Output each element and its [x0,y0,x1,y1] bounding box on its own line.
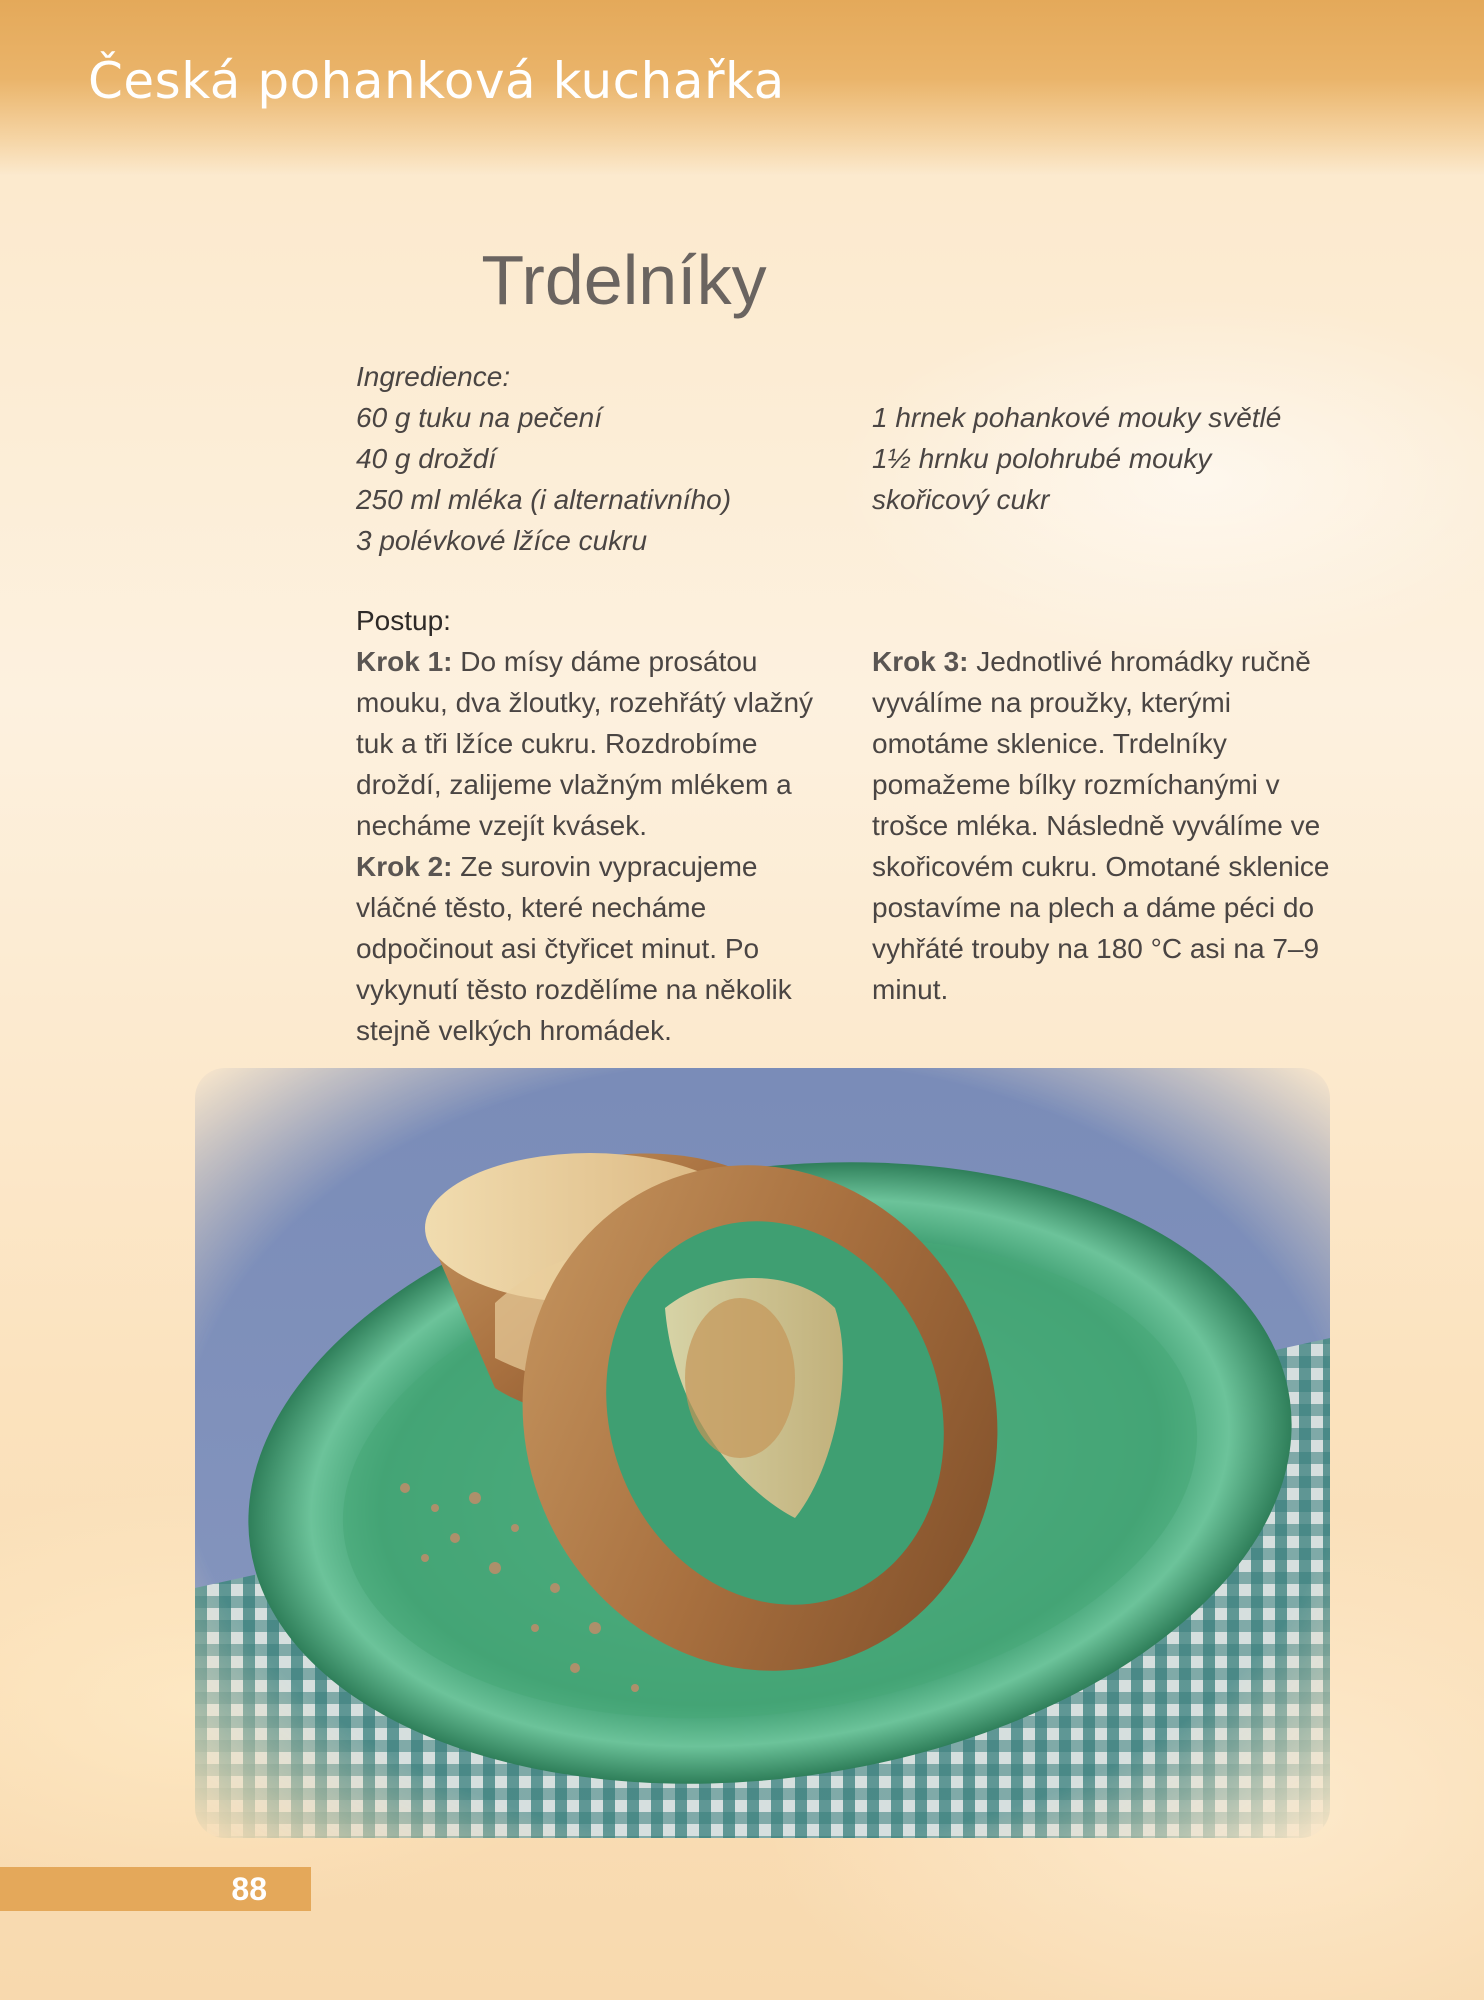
step-2 [356,846,836,1051]
ingredient-item: 40 g droždí [356,443,497,474]
ingredient-item: 250 ml mléka (i alternativního) [356,484,732,515]
ingredient-item: 1 hrnek pohankové mouky světlé [872,402,1282,433]
ingredients-column-1 [356,397,731,561]
ingredient-item: 3 polévkové lžíce cukru [356,525,648,556]
step-3 [872,641,1352,1010]
book-title: Česká pohanková kuchařka [88,52,785,110]
step-label: Krok 1: [356,646,453,677]
step-text: Jednotlivé hromádky ručně vyválíme na proužky, kterými omotáme sklenice. Trdelníky pomažeme bílky rozmíchanými v trošce mléka. Následně vyválíme ve skořicovém cukru. Omotané sklenice postavíme na plech a dáme péci do vyhřáté trouby na 180 °C asi na 7–9 minut. [872,646,1330,1005]
trdelnik-photo-illustration [195,1068,1330,1838]
page-number: 88 [231,1871,267,1907]
step-label: Krok 2: [356,851,453,882]
step-1 [356,641,836,846]
page-number-bar [0,1867,311,1911]
step-text: Do mísy dáme prosátou mouku, dva žloutky, rozehřátý vlažný tuk a tři lžíce cukru. Rozdrobíme droždí, zalijeme vlažným mlékem a necháme vzejít kvásek. [356,646,814,841]
recipe-photo [195,1068,1330,1838]
step-label: Krok 3: [872,646,969,677]
recipe-title: Trdelníky [481,241,767,319]
ingredients-label: Ingredience: [356,361,511,392]
procedure-label: Postup: [356,605,451,636]
ingredient-item: 60 g tuku na pečení [356,402,602,433]
ingredient-item: 1½ hrnku polohrubé mouky [872,443,1212,474]
header-band [0,0,1484,175]
step-text: Ze surovin vypracujeme vláčné těsto, které necháme odpočinout asi čtyřicet minut. Po vykynutí těsto rozdělíme na několik stejně velkých hromádek. [356,851,792,1046]
ingredients-column-2 [872,397,1281,520]
ingredient-item: skořicový cukr [872,484,1050,515]
